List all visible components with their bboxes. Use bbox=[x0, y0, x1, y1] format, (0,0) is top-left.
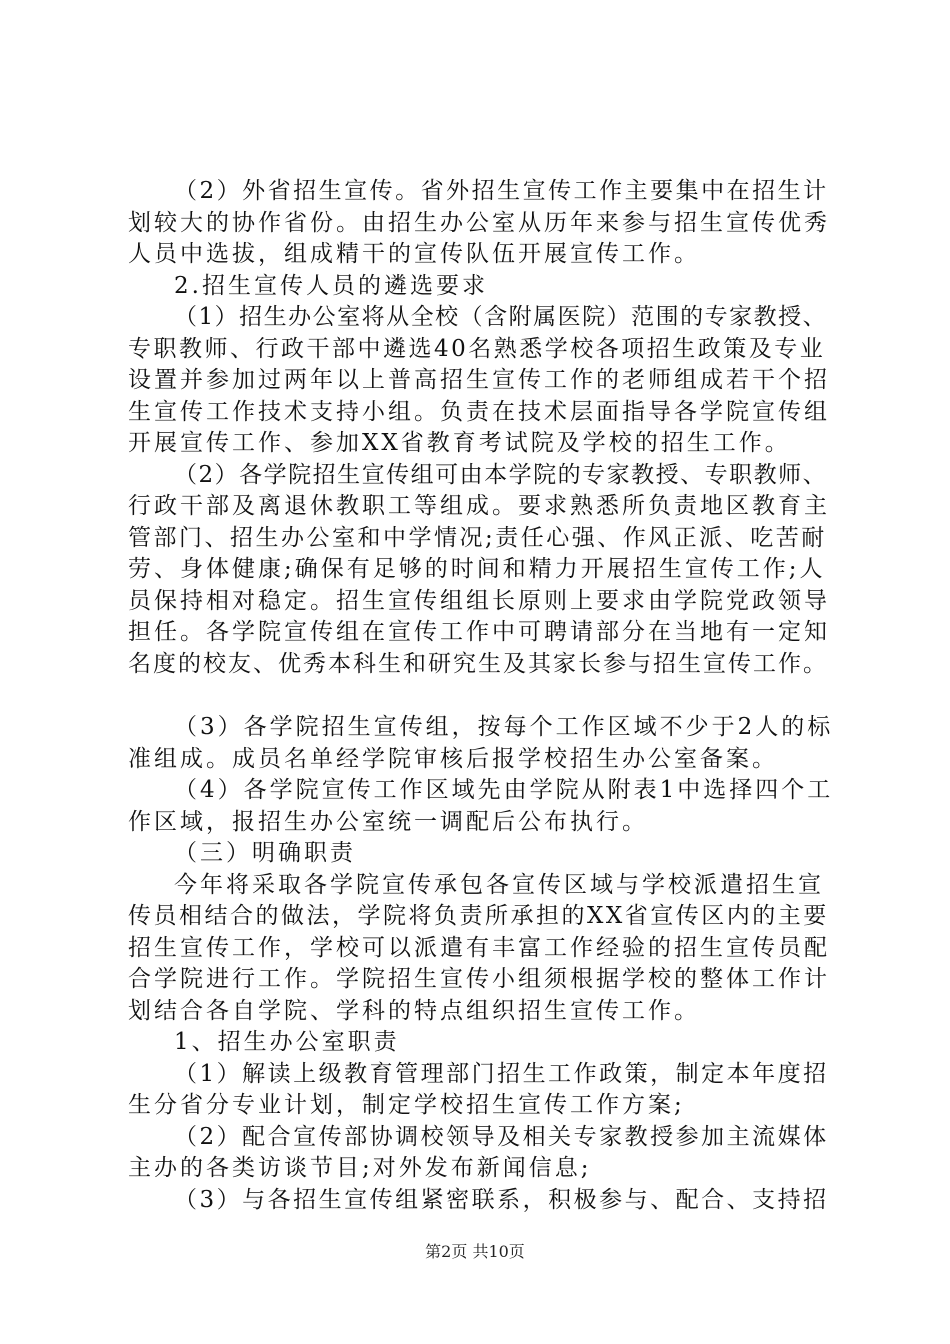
text-line: （1）解读上级教育管理部门招生工作政策，制定本年度招 bbox=[174, 1060, 829, 1087]
document-body bbox=[128, 176, 833, 1216]
text-line: 专职教师、行政干部中遴选40名熟悉学校各项招生政策及专业 bbox=[128, 335, 826, 362]
text-line: （3）与各招生宣传组紧密联系，积极参与、配合、支持招 bbox=[174, 1186, 829, 1213]
text-line: 员保持相对稳定。招生宣传组组长原则上要求由学院党政领导 bbox=[128, 587, 830, 614]
text-line: 准组成。成员名单经学院审核后报学校招生办公室备案。 bbox=[128, 745, 778, 772]
page-number-footer: 第2页 共10页 bbox=[425, 1242, 525, 1261]
blank-line bbox=[128, 680, 833, 712]
text-line: 划较大的协作省份。由招生办公室从历年来参与招生宣传优秀 bbox=[128, 209, 830, 236]
text-line: 生分省分专业计划，制定学校招生宣传工作方案; bbox=[128, 1092, 685, 1118]
text-line: （2）外省招生宣传。省外招生宣传工作主要集中在招生计 bbox=[174, 178, 829, 204]
text-line: （1）招生办公室将从全校（含附属医院）范围的专家教授、 bbox=[174, 304, 828, 330]
text-line: 招生宣传工作，学校可以派遣有丰富工作经验的招生宣传员配 bbox=[128, 934, 830, 961]
text-line: 传员相结合的做法，学院将负责所承担的XX省宣传区内的主要 bbox=[128, 903, 829, 929]
text-line: 合学院进行工作。学院招生宣传小组须根据学校的整体工作计 bbox=[128, 966, 830, 992]
text-line: 劳、身体健康;确保有足够的时间和精力开展招生宣传工作;人 bbox=[128, 556, 826, 582]
text-line: 担任。各学院宣传组在宣传工作中可聘请部分在当地有一定知 bbox=[128, 619, 830, 645]
text-line: （2）配合宣传部协调校领导及相关专家教授参加主流媒体 bbox=[174, 1123, 829, 1150]
text-line: 主办的各类访谈节目;对外发布新闻信息; bbox=[128, 1155, 592, 1181]
text-line: 名度的校友、优秀本科生和研究生及其家长参与招生宣传工作。 bbox=[128, 650, 828, 677]
text-line: （3）各学院招生宣传组，按每个工作区域不少于2人的标 bbox=[174, 714, 834, 740]
text-line: 开展宣传工作、参加XX省教育考试院及学校的招生工作。 bbox=[128, 430, 791, 456]
text-line: （4）各学院宣传工作区域先由学院从附表1中选择四个工 bbox=[174, 777, 834, 803]
text-line: （三）明确职责 bbox=[174, 840, 356, 866]
text-line: 2.招生宣传人员的遴选要求 bbox=[174, 272, 488, 299]
text-line: 行政干部及离退休教职工等组成。要求熟悉所负责地区教育主 bbox=[128, 493, 830, 519]
text-line: 管部门、招生办公室和中学情况;责任心强、作风正派、吃苦耐 bbox=[128, 524, 827, 551]
text-line: 设置并参加过两年以上普高招生宣传工作的老师组成若干个招 bbox=[128, 367, 830, 393]
text-line: 作区域，报招生办公室统一调配后公布执行。 bbox=[128, 808, 648, 835]
text-line: 今年将采取各学院宣传承包各宣传区域与学校派遣招生宣 bbox=[174, 871, 824, 898]
text-line: 人员中选拔，组成精干的宣传队伍开展宣传工作。 bbox=[128, 241, 700, 267]
text-line: （2）各学院招生宣传组可由本学院的专家教授、专职教师、 bbox=[174, 461, 828, 488]
text-line: 1、招生办公室职责 bbox=[174, 1029, 400, 1055]
text-line: 生宣传工作技术支持小组。负责在技术层面指导各学院宣传组 bbox=[128, 398, 830, 425]
text-line: 划结合各自学院、学科的特点组织招生宣传工作。 bbox=[128, 997, 700, 1024]
